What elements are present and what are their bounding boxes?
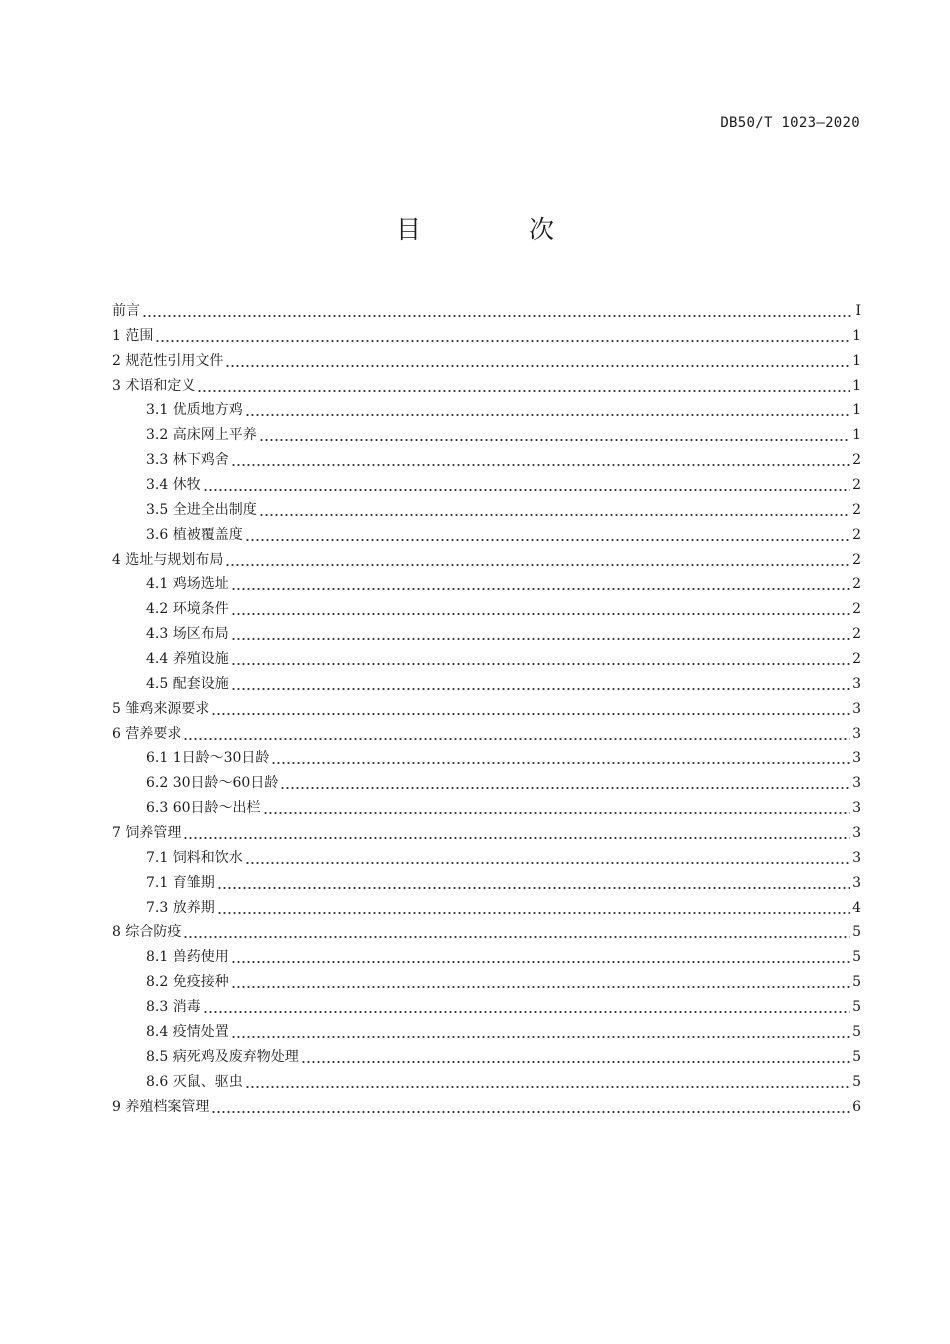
toc-dot-leader [259,498,850,523]
toc-dot-leader [245,523,850,548]
toc-entry-label: 3.3 林下鸡舍 [146,452,229,469]
toc-dot-leader [225,548,850,573]
toc-entry-label: 5 雏鸡来源要求 [112,700,210,717]
toc-entry-label: 8.4 疫情处置 [146,1023,229,1040]
toc-entry[interactable] [112,324,861,349]
toc-entry-page-number: 5 [852,1073,861,1090]
toc-entry-page-number: 3 [852,725,861,742]
toc-entry-page-number: 1 [852,327,861,344]
toc-dot-leader [183,821,850,846]
toc-entry[interactable] [112,572,861,597]
toc-entry-page-number: 2 [852,477,861,494]
toc-dot-leader [231,647,850,672]
toc-entry[interactable] [112,548,861,573]
toc-entry-label: 3.5 全进全出制度 [146,501,257,518]
toc-entry-page-number: 2 [852,601,861,618]
toc-entry[interactable] [112,821,861,846]
toc-entry-label: 4.1 鸡场选址 [146,576,229,593]
toc-entry-page-number: 5 [852,1023,861,1040]
toc-dot-leader [231,945,850,970]
toc-entry-label: 1 范围 [112,327,154,344]
toc-dot-leader [259,423,850,448]
toc-entry-label: 4.3 场区布局 [146,626,229,643]
toc-entry-page-number: 3 [852,825,861,842]
toc-entry-page-number: 3 [852,775,861,792]
toc-entry-label: 8.6 灭鼠、驱虫 [146,1073,243,1090]
toc-entry[interactable] [112,970,861,995]
toc-entry-label: 7.1 饲料和饮水 [146,849,243,866]
toc-entry[interactable] [112,448,861,473]
toc-dot-leader [245,1070,850,1095]
toc-entry-page-number: 3 [852,750,861,767]
toc-entry[interactable] [112,647,861,672]
toc-entry-page-number: 5 [852,1048,861,1065]
toc-entry-label: 2 规范性引用文件 [112,352,224,369]
toc-entry-page-number: 2 [852,526,861,543]
toc-entry-label: 6.1 1日龄～30日龄 [146,750,270,767]
toc-entry-page-number: 5 [852,974,861,991]
toc-entry[interactable] [112,771,861,796]
toc-entry-page-number: I [855,303,861,319]
toc-dot-leader [271,746,850,771]
toc-dot-leader [211,1095,850,1120]
toc-entry-label: 6 营养要求 [112,725,182,742]
toc-entry[interactable] [112,597,861,622]
toc-dot-leader [280,771,850,796]
toc-entry[interactable] [112,697,861,722]
toc-entry-page-number: 2 [852,551,861,568]
toc-entry-label: 3.6 植被覆盖度 [146,526,243,543]
toc-entry[interactable] [112,722,861,747]
toc-entry-label: 9 养殖档案管理 [112,1098,210,1115]
toc-entry-label: 7 饲养管理 [112,825,182,842]
toc-dot-leader [142,299,851,324]
toc-dot-leader [231,622,850,647]
toc-entry-page-number: 2 [852,626,861,643]
toc-entry-page-number: 1 [852,427,861,444]
toc-dot-leader [217,871,850,896]
toc-entry-page-number: 1 [852,377,861,394]
toc-entry[interactable] [112,1070,861,1095]
toc-entry-label: 8.5 病死鸡及废弃物处理 [146,1048,299,1065]
toc-dot-leader [245,398,850,423]
toc-entry-label: 3.2 高床网上平养 [146,427,257,444]
toc-entry-label: 7.1 育雏期 [146,874,215,891]
table-of-contents [112,299,861,1119]
toc-entry-page-number: 2 [852,576,861,593]
toc-dot-leader [231,448,850,473]
toc-entry[interactable] [112,473,861,498]
toc-entry-label: 8.1 兽药使用 [146,949,229,966]
toc-dot-leader [301,1045,850,1070]
page-title: 目 次 [396,215,604,244]
toc-entry[interactable] [112,423,861,448]
toc-entry[interactable] [112,871,861,896]
toc-entry-label: 3.4 休牧 [146,477,201,494]
toc-entry-label: 4.5 配套设施 [146,675,229,692]
toc-dot-leader [231,970,850,995]
toc-entry-page-number: 3 [852,874,861,891]
toc-entry[interactable] [112,846,861,871]
toc-entry-page-number: 3 [852,675,861,692]
toc-entry-page-number: 3 [852,700,861,717]
toc-entry-page-number: 4 [852,899,861,916]
toc-dot-leader [183,722,850,747]
toc-dot-leader [231,1020,850,1045]
toc-entry-page-number: 3 [852,800,861,817]
toc-entry-page-number: 2 [852,651,861,668]
toc-entry[interactable] [112,622,861,647]
toc-entry-label: 6.2 30日龄～60日龄 [146,775,279,792]
toc-dot-leader [197,374,850,399]
toc-dot-leader [203,995,850,1020]
toc-dot-leader [263,796,851,821]
toc-entry-label: 6.3 60日龄～出栏 [146,800,261,817]
toc-entry-page-number: 3 [852,849,861,866]
toc-entry[interactable] [112,498,861,523]
toc-dot-leader [231,572,850,597]
toc-entry[interactable] [112,672,861,697]
toc-entry[interactable] [112,945,861,970]
toc-entry-label: 8.2 免疫接种 [146,974,229,991]
toc-entry[interactable] [112,374,861,399]
document-code: DB50/T 1023—2020 [720,115,860,131]
toc-entry-label: 3 术语和定义 [112,377,196,394]
toc-entry[interactable] [112,796,861,821]
toc-dot-leader [155,324,850,349]
toc-entry-page-number: 2 [852,501,861,518]
toc-entry[interactable] [112,995,861,1020]
toc-dot-leader [217,896,850,921]
toc-dot-leader [225,349,850,374]
toc-entry[interactable] [112,398,861,423]
toc-entry[interactable] [112,1095,861,1120]
toc-entry-label: 前言 [112,303,140,319]
toc-entry-label: 8.3 消毒 [146,999,201,1016]
toc-entry-label: 4 选址与规划布局 [112,551,224,568]
toc-dot-leader [211,697,850,722]
toc-dot-leader [231,597,850,622]
toc-entry[interactable] [112,896,861,921]
toc-dot-leader [203,473,850,498]
toc-entry-page-number: 1 [852,402,861,419]
toc-dot-leader [183,920,850,945]
toc-entry-page-number: 5 [852,949,861,966]
toc-entry[interactable] [112,1045,861,1070]
toc-dot-leader [245,846,850,871]
toc-entry[interactable] [112,299,861,324]
toc-entry-label: 7.3 放养期 [146,899,215,916]
toc-entry-page-number: 2 [852,452,861,469]
toc-entry-label: 3.1 优质地方鸡 [146,402,243,419]
toc-entry[interactable] [112,920,861,945]
toc-entry[interactable] [112,1020,861,1045]
toc-dot-leader [231,672,850,697]
toc-entry-page-number: 5 [852,999,861,1016]
toc-entry[interactable] [112,523,861,548]
toc-entry-page-number: 6 [852,1098,861,1115]
toc-entry[interactable] [112,349,861,374]
toc-entry-page-number: 1 [852,352,861,369]
toc-entry-page-number: 5 [852,924,861,941]
toc-entry-label: 4.2 环境条件 [146,601,229,618]
toc-entry-label: 4.4 养殖设施 [146,651,229,668]
toc-entry[interactable] [112,746,861,771]
toc-entry-label: 8 综合防疫 [112,924,182,941]
